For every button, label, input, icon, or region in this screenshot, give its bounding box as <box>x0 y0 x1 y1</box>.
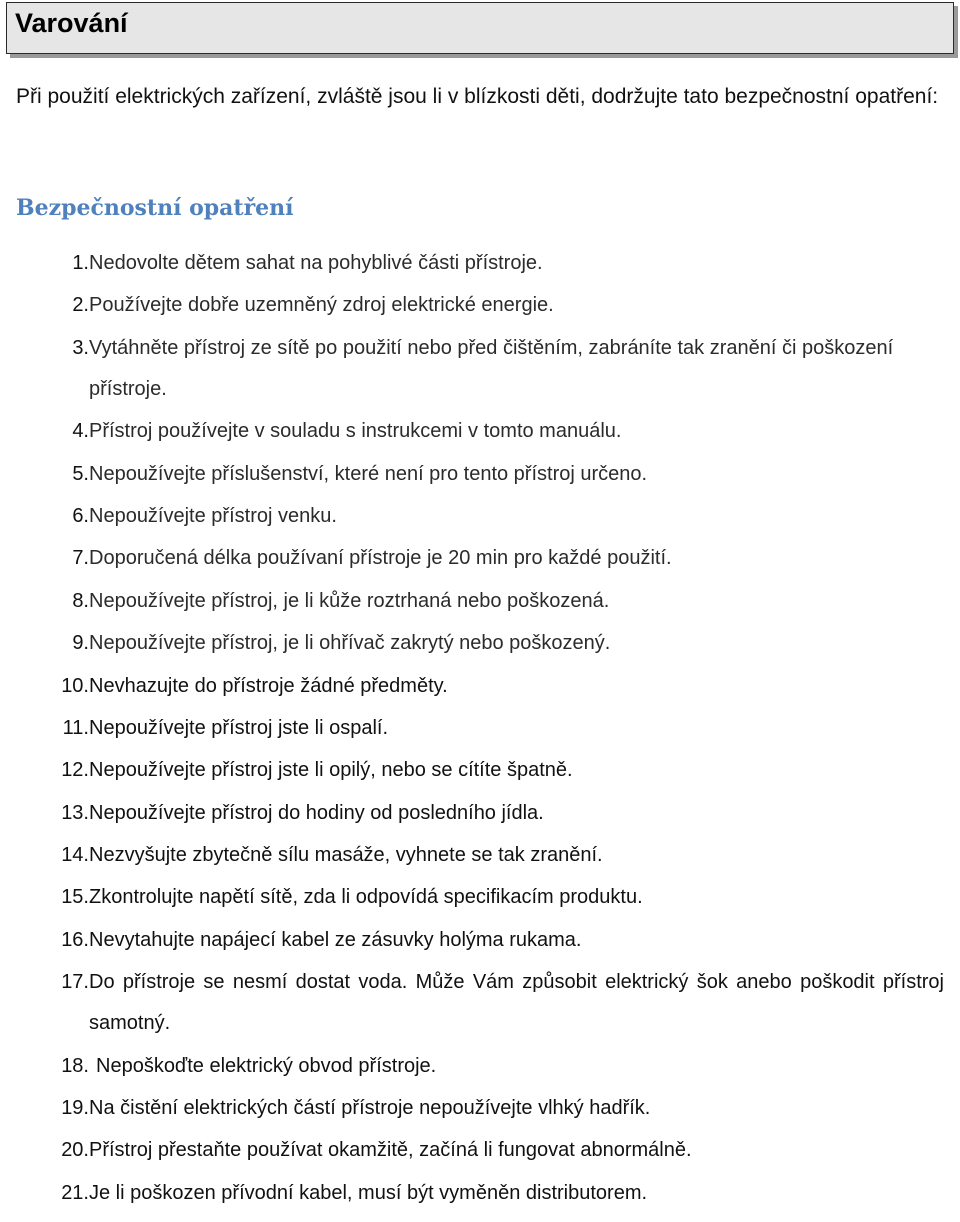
list-item-text: Nevhazujte do přístroje žádné předměty. <box>89 674 448 697</box>
list-item-text: Nedovolte dětem sahat na pohyblivé části přístroje. <box>89 252 543 274</box>
list-item-text: Používejte dobře uzemněný zdroj elektrické energie. <box>89 294 554 317</box>
list-item-number: 16. <box>61 928 89 951</box>
list-item-number: 5. <box>72 462 89 485</box>
list-item <box>0 884 960 911</box>
list-item-text: Nepoužívejte přístroj venku. <box>89 504 337 527</box>
list-item-text: Nepoužívejte přístroj, je li ohřívač zakrytý nebo poškozený. <box>89 632 611 655</box>
list-item <box>0 1180 960 1207</box>
list-item-number: 17. <box>61 971 89 994</box>
list-item-text: Do přístroje se nesmí dostat voda. Může Vám způsobit elektrický šok anebo poškodit přístroj samotný. <box>89 971 944 1035</box>
list-item <box>0 328 960 410</box>
list-item <box>0 715 960 742</box>
safety-rules-list <box>0 250 960 1222</box>
list-item-number: 21. <box>61 1181 89 1204</box>
list-item <box>0 588 960 615</box>
page-title: Varování <box>15 8 128 38</box>
list-item-number: 10. <box>61 674 89 697</box>
list-item <box>0 927 960 954</box>
list-item <box>0 461 960 488</box>
list-item-number: 6. <box>72 504 89 527</box>
list-item <box>0 673 960 700</box>
list-item-number: 9. <box>72 632 89 655</box>
list-item-text: Vytáhněte přístroj ze sítě po použití nebo před čištěním, zabráníte tak zranění či poškození přístroje. <box>89 336 894 400</box>
list-item <box>0 757 960 784</box>
list-item <box>0 630 960 657</box>
list-item-number: 20. <box>61 1139 89 1162</box>
intro-paragraph: Při použití elektrických zařízení, zvláště jsou li v blízkosti děti, dodržujte tato bezpečnostní opatření: <box>16 85 939 108</box>
list-item-text: Zkontrolujte napětí sítě, zda li odpovídá specifikacím produktu. <box>89 886 643 909</box>
list-item-text: Nevytahujte napájecí kabel ze zásuvky holýma rukama. <box>89 928 582 951</box>
list-item-number: 15. <box>61 886 89 909</box>
list-item-text: Doporučená délka používaní přístroje je 20 min pro každé použití. <box>89 547 672 570</box>
list-item <box>0 1095 960 1122</box>
list-item-number: 8. <box>72 589 89 612</box>
list-item-number: 12. <box>61 759 89 782</box>
list-item <box>0 250 960 277</box>
list-item <box>0 1053 960 1080</box>
list-item <box>0 545 960 572</box>
section-heading: Bezpečnostní opatření <box>16 195 294 221</box>
list-item <box>0 1137 960 1164</box>
list-item <box>0 418 960 445</box>
list-item <box>0 800 960 827</box>
list-item <box>0 292 960 319</box>
list-item-text: Nepoužívejte přístroj, je li kůže roztrhaná nebo poškozená. <box>89 589 610 612</box>
list-item-text: Na čistění elektrických částí přístroje nepoužívejte vlhký hadřík. <box>89 1097 651 1120</box>
list-item-number: 2. <box>72 294 89 317</box>
list-item-number: 14. <box>61 844 89 867</box>
list-item-number: 4. <box>72 420 89 443</box>
list-item-text: Nepoužívejte přístroj jste li opilý, nebo se cítíte špatně. <box>89 759 573 782</box>
list-item-number: 11. <box>62 716 89 739</box>
list-item <box>0 962 960 1044</box>
list-item <box>0 842 960 869</box>
list-item-number: 3. <box>72 336 89 359</box>
warning-header-box <box>6 2 954 54</box>
list-item-number: 13. <box>61 801 89 824</box>
list-item-text: Je li poškozen přívodní kabel, musí být vyměněn distributorem. <box>89 1181 648 1204</box>
list-item-number: 18. <box>61 1054 89 1077</box>
list-item-text: Nezvyšujte zbytečně sílu masáže, vyhnete se tak zranění. <box>89 844 603 867</box>
list-item-text: Přístroj přestaňte používat okamžitě, začíná li fungovat abnormálně. <box>89 1139 692 1162</box>
list-item-text: Přístroj používejte v souladu s instrukcemi v tomto manuálu. <box>89 420 622 443</box>
list-item-number: 7. <box>72 547 89 570</box>
list-item-text: Nepoužívejte přístroj jste li ospalí. <box>89 716 389 739</box>
list-item <box>0 503 960 530</box>
list-item-text: Nepoškoďte elektrický obvod přístroje. <box>96 1054 437 1077</box>
list-item-text: Nepoužívejte přístroj do hodiny od posledního jídla. <box>89 801 544 824</box>
list-item-number: 1. <box>72 252 89 274</box>
list-item-number: 19. <box>61 1097 89 1120</box>
list-item-text: Nepoužívejte příslušenství, které není pro tento přístroj určeno. <box>89 462 648 485</box>
